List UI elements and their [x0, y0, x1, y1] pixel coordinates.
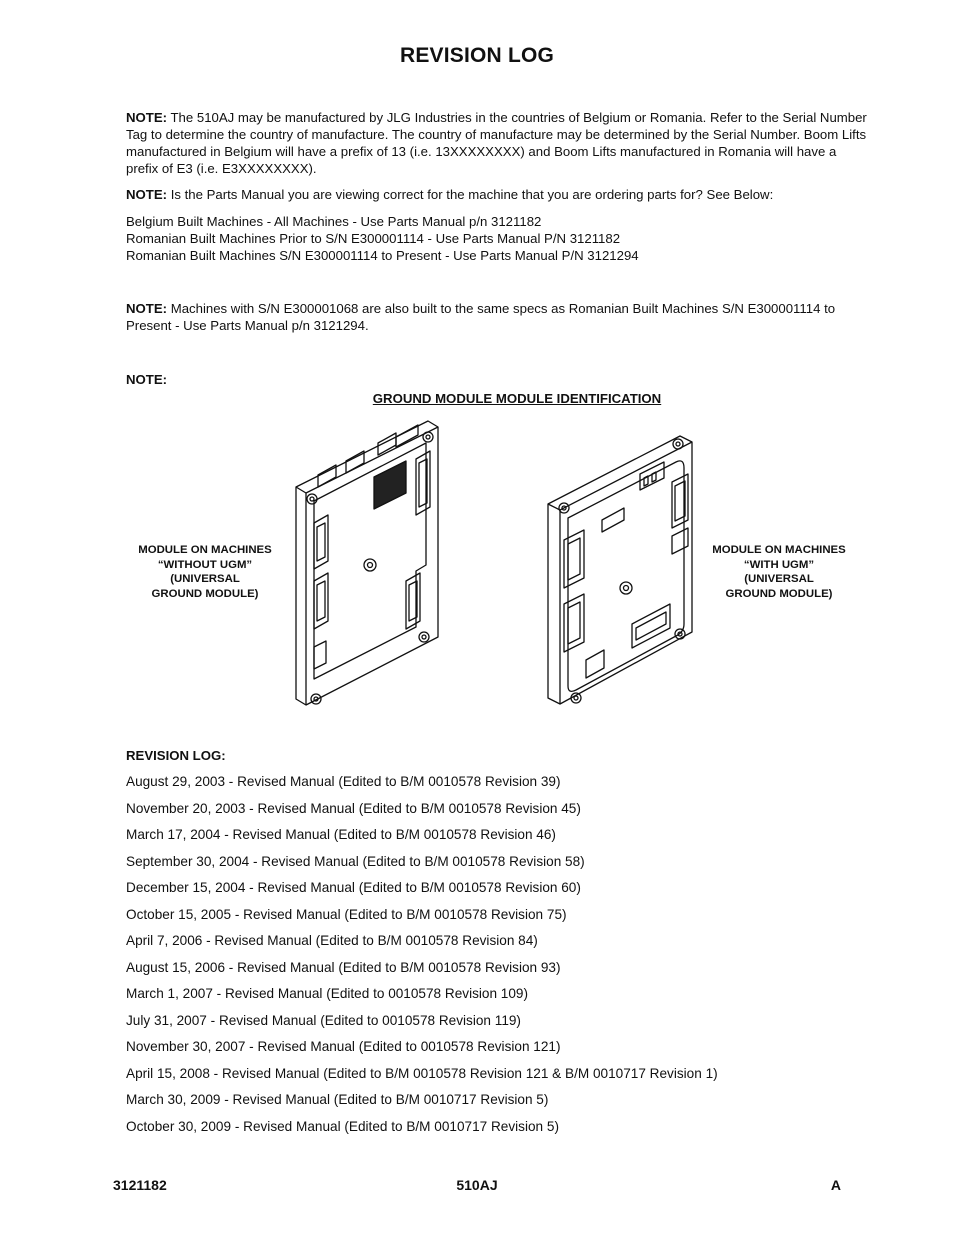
label-line: GROUND MODULE) — [725, 587, 833, 600]
list-item: October 30, 2009 - Revised Manual (Edited to B/M 0010717 Revision 5) — [126, 1118, 559, 1134]
label-line: “WITHOUT UGM” — [157, 558, 253, 571]
list-item: July 31, 2007 - Revised Manual (Edited to 0010578 Revision 119) — [126, 1012, 521, 1028]
note-label: NOTE: — [126, 110, 168, 125]
label-line: (UNIVERSAL — [170, 573, 240, 586]
revision-log-list — [126, 773, 718, 1144]
note-text: The 510AJ may be manufactured by JLG Industries in the countries of Belgium or Romania. Refer to the Serial Number Tag to determine the country of manufacture. The country of manufacture may be determined by the Serial Number. Boom Lifts manufactured in Belgium will have a prefix of 13 (i.e. 13XXXXXXXX) and Boom Lifts manufactured in Romania will have a prefix of E3 (i.e. E3XXXXXXXX). — [126, 110, 867, 176]
list-item: March 17, 2004 - Revised Manual (Edited to B/M 0010578 Revision 46) — [126, 827, 556, 842]
list-item: August 15, 2006 - Revised Manual (Edited to B/M 0010578 Revision 93) — [126, 959, 561, 975]
list-item: August 29, 2003 - Revised Manual (Edited to B/M 0010578 Revision 39) — [126, 774, 561, 789]
note-text: Is the Parts Manual you are viewing correct for the machine that you are ordering parts for? See Below: — [170, 187, 774, 202]
ground-module-without-ugm-drawing — [288, 415, 446, 715]
label-line: “WITH UGM” — [743, 558, 815, 571]
label-line: GROUND MODULE) — [151, 587, 259, 600]
list-item: November 30, 2007 - Revised Manual (Edited to 0010578 Revision 121) — [126, 1039, 561, 1054]
built-line: Romanian Built Machines S/N E300001114 to Present - Use Parts Manual P/N 3121294 — [126, 248, 639, 263]
footer-revision: A — [830, 1177, 841, 1193]
figure-title: GROUND MODULE MODULE IDENTIFICATION — [372, 391, 662, 406]
ground-module-with-ugm-drawing — [542, 428, 702, 720]
list-item: March 30, 2009 - Revised Manual (Edited to B/M 0010717 Revision 5) — [126, 1092, 549, 1107]
note-label: NOTE: — [126, 301, 168, 316]
note-label-standalone: NOTE: — [126, 372, 168, 387]
list-item: March 1, 2007 - Revised Manual (Edited to 0010578 Revision 109) — [126, 986, 529, 1001]
label-line: MODULE ON MACHINES — [138, 544, 272, 556]
note-correct-manual — [126, 186, 872, 203]
module-label-without-ugm — [120, 543, 290, 601]
list-item: September 30, 2004 - Revised Manual (Edited to B/M 0010578 Revision 58) — [126, 853, 585, 869]
list-item: April 15, 2008 - Revised Manual (Edited to B/M 0010578 Revision 121 & B/M 0010717 Revision 1) — [126, 1065, 718, 1081]
list-item: December 15, 2004 - Revised Manual (Edited to B/M 0010578 Revision 60) — [126, 880, 581, 895]
note-text: Machines with S/N E300001068 are also built to the same specs as Romanian Built Machines S/N E300001114 to Present - Use Parts Manual p/n 3121294. — [126, 301, 836, 333]
footer-model: 510AJ — [456, 1177, 498, 1193]
built-machines-list — [126, 213, 872, 264]
list-item: October 15, 2005 - Revised Manual (Edited to B/M 0010578 Revision 75) — [126, 906, 567, 922]
module-label-with-ugm — [694, 543, 864, 601]
label-line: MODULE ON MACHINES — [712, 544, 846, 556]
revision-log-heading: REVISION LOG: — [126, 748, 226, 763]
note-same-specs — [126, 300, 872, 334]
label-line: (UNIVERSAL — [744, 573, 814, 586]
list-item: April 7, 2006 - Revised Manual (Edited to B/M 0010578 Revision 84) — [126, 933, 538, 948]
built-line: Romanian Built Machines Prior to S/N E300001114 - Use Parts Manual P/N 3121182 — [126, 231, 621, 246]
footer-part-number: 3121182 — [113, 1177, 167, 1193]
note-label: NOTE: — [126, 187, 168, 202]
built-line: Belgium Built Machines - All Machines - Use Parts Manual p/n 3121182 — [126, 214, 542, 229]
note-country-of-manufacture — [126, 109, 872, 177]
list-item: November 20, 2003 - Revised Manual (Edited to B/M 0010578 Revision 45) — [126, 800, 581, 816]
page-title: REVISION LOG — [399, 44, 555, 67]
